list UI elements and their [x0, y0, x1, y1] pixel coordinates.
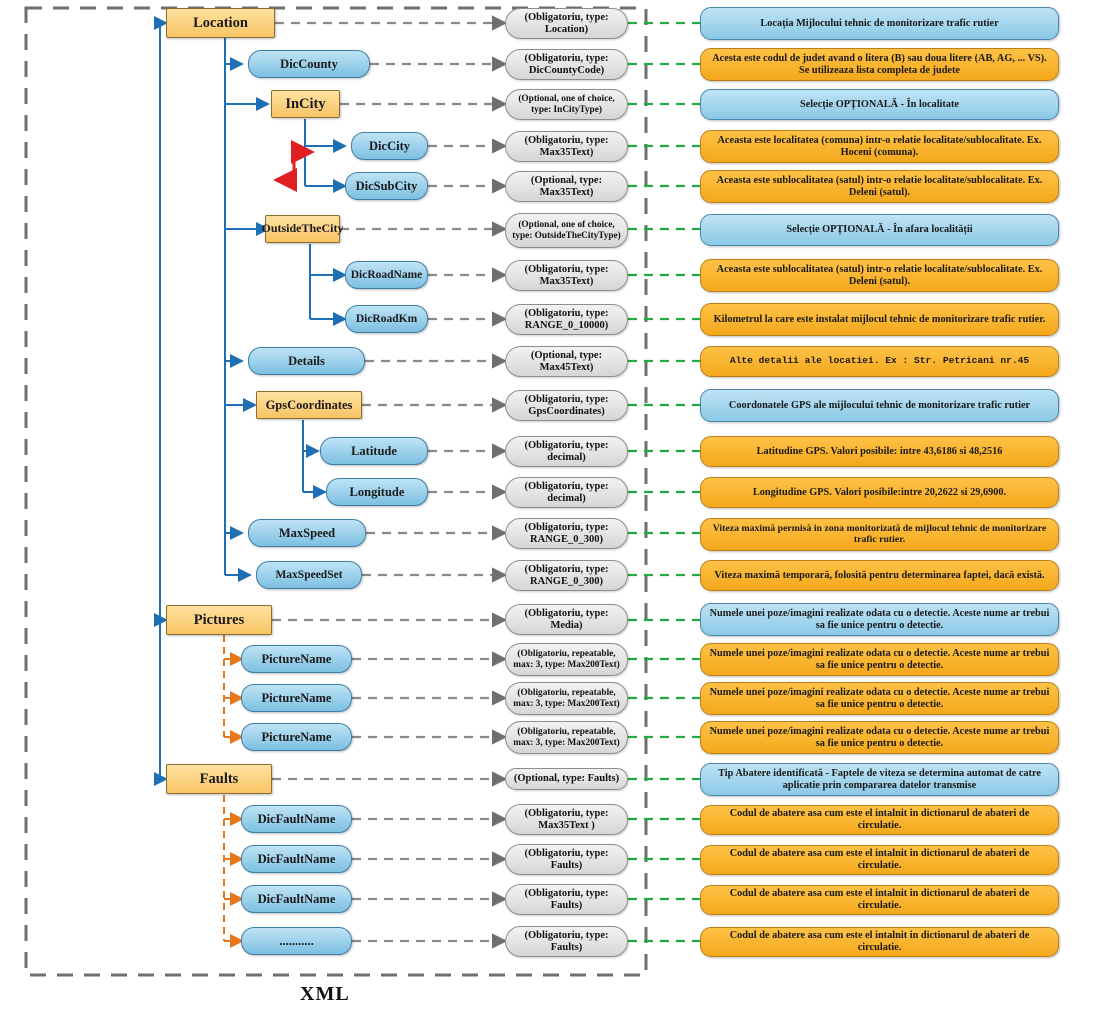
desc-dicroadname: Aceasta este sublocalitatea (satul) intr-o relatie localitate/sublocalitate. Ex. Deleni (satul).: [700, 259, 1059, 292]
desc-details: Alte detalii ale locatiei. Ex : Str. Petricani nr.45: [700, 346, 1059, 377]
type-dicsubcity: (Optional, type: Max35Text): [505, 171, 628, 202]
type-picturename-3: (Obligatoriu, repeatable, max: 3, type: Max200Text): [505, 721, 628, 754]
desc-picturename-3: Numele unei poze/imagini realizate odata cu o detectie. Aceste nume ar trebui sa fie unice pentru o detectie.: [700, 721, 1059, 754]
type-dicroadname: (Obligatoriu, type: Max35Text): [505, 260, 628, 291]
type-gpscoordinates: (Obligatoriu, type: GpsCoordinates): [505, 390, 628, 421]
type-diccounty: (Obligatoriu, type: DicCountyCode): [505, 49, 628, 80]
type-location: (Obligatoriu, type: Location): [505, 8, 628, 39]
node-gpscoordinates[interactable]: GpsCoordinates: [256, 391, 362, 419]
node-incity[interactable]: InCity: [271, 90, 340, 118]
type-dicroadkm: (Obligatoriu, type: RANGE_0_10000): [505, 304, 628, 335]
node-dicfaultname-1[interactable]: DicFaultName: [241, 805, 352, 833]
type-incity: (Optional, one of choice, type: InCityType): [505, 89, 628, 120]
desc-diccity: Aceasta este localitatea (comuna) intr-o relatie localitate/sublocalitate. Ex. Hoceni (comuna).: [700, 130, 1059, 163]
desc-longitude: Longitudine GPS. Valori posibile:intre 20,2622 si 29,6900.: [700, 477, 1059, 508]
node-latitude[interactable]: Latitude: [320, 437, 428, 465]
node-longitude[interactable]: Longitude: [326, 478, 428, 506]
node-faults[interactable]: Faults: [166, 764, 272, 794]
type-maxspeedset: (Obligatoriu, type: RANGE_0_300): [505, 560, 628, 591]
type-details: (Optional, type: Max45Text): [505, 346, 628, 377]
node-pictures[interactable]: Pictures: [166, 605, 272, 635]
node-dicfaultname-2[interactable]: DicFaultName: [241, 845, 352, 873]
node-dicsubcity[interactable]: DicSubCity: [345, 172, 428, 200]
type-dicfaultname-more: (Obligatoriu, type: Faults): [505, 926, 628, 957]
desc-picturename-1: Numele unei poze/imagini realizate odata cu o detectie. Aceste nume ar trebui sa fie unice pentru o detectie.: [700, 643, 1059, 676]
desc-latitude: Latitudine GPS. Valori posibile: intre 43,6186 si 48,2516: [700, 436, 1059, 467]
desc-gpscoordinates: Coordonatele GPS ale mijlocului tehnic de monitorizare trafic rutier: [700, 389, 1059, 422]
desc-dicfaultname-3: Codul de abatere asa cum este el intalnit in dictionarul de abateri de circulatie.: [700, 885, 1059, 915]
type-faults: (Optional, type: Faults): [505, 768, 628, 790]
node-maxspeed[interactable]: MaxSpeed: [248, 519, 366, 547]
desc-location: Locația Mijlocului tehnic de monitorizare trafic rutier: [700, 7, 1059, 40]
node-details[interactable]: Details: [248, 347, 365, 375]
desc-dicsubcity: Aceasta este sublocalitatea (satul) intr-o relatie localitate/sublocalitate. Ex. Deleni (satul).: [700, 170, 1059, 203]
node-picturename-2[interactable]: PictureName: [241, 684, 352, 712]
type-longitude: (Obligatoriu, type: decimal): [505, 477, 628, 508]
node-dicroadkm[interactable]: DicRoadKm: [345, 305, 428, 333]
desc-faults: Tip Abatere identificată - Faptele de viteza se determina automat de catre aplicatie prin compararea datelor transmise: [700, 763, 1059, 796]
type-dicfaultname-3: (Obligatoriu, type: Faults): [505, 884, 628, 915]
xml-caption: XML: [300, 983, 350, 1005]
desc-outsidethecity: Selecție OPȚIONALĂ - În afara localității: [700, 214, 1059, 246]
desc-incity: Selecție OPȚIONALĂ - În localitate: [700, 89, 1059, 120]
type-diccity: (Obligatoriu, type: Max35Text): [505, 131, 628, 162]
desc-pictures: Numele unei poze/imagini realizate odata cu o detectie. Aceste nume ar trebui sa fie unice pentru o detectie.: [700, 603, 1059, 636]
type-maxspeed: (Obligatoriu, type: RANGE_0_300): [505, 518, 628, 549]
type-dicfaultname-1: (Obligatoriu, type: Max35Text ): [505, 804, 628, 835]
desc-maxspeed: Viteza maximă permisă in zona monitorizată de mijlocul tehnic de monitorizare trafic rutier.: [700, 518, 1059, 551]
node-maxspeedset[interactable]: MaxSpeedSet: [256, 561, 362, 589]
desc-picturename-2: Numele unei poze/imagini realizate odata cu o detectie. Aceste nume ar trebui sa fie unice pentru o detectie.: [700, 682, 1059, 715]
type-picturename-2: (Obligatoriu, repeatable, max: 3, type: Max200Text): [505, 682, 628, 715]
desc-dicfaultname-1: Codul de abatere asa cum este el intalnit in dictionarul de abateri de circulatie.: [700, 805, 1059, 835]
node-location[interactable]: Location: [166, 8, 275, 38]
node-picturename-3[interactable]: PictureName: [241, 723, 352, 751]
node-dicroadname[interactable]: DicRoadName: [345, 261, 428, 289]
desc-dicfaultname-2: Codul de abatere asa cum este el intalnit in dictionarul de abateri de circulatie.: [700, 845, 1059, 875]
node-dicfaultname-more[interactable]: ...........: [241, 927, 352, 955]
node-dicfaultname-3[interactable]: DicFaultName: [241, 885, 352, 913]
desc-dicroadkm: Kilometrul la care este instalat mijlocul tehnic de monitorizare trafic rutier.: [700, 303, 1059, 336]
type-dicfaultname-2: (Obligatoriu, type: Faults): [505, 844, 628, 875]
desc-dicfaultname-more: Codul de abatere asa cum este el intalnit in dictionarul de abateri de circulatie.: [700, 927, 1059, 957]
type-latitude: (Obligatoriu, type: decimal): [505, 436, 628, 467]
type-pictures: (Obligatoriu, type: Media): [505, 604, 628, 635]
type-outsidethecity: (Optional, one of choice, type: OutsideTheCityType): [505, 213, 628, 248]
node-outsidethecity[interactable]: OutsideTheCity: [265, 215, 340, 243]
node-diccounty[interactable]: DicCounty: [248, 50, 370, 78]
desc-maxspeedset: Viteza maximă temporară, folosită pentru determinarea faptei, dacă există.: [700, 560, 1059, 591]
node-picturename-1[interactable]: PictureName: [241, 645, 352, 673]
type-picturename-1: (Obligatoriu, repeatable, max: 3, type: Max200Text): [505, 643, 628, 676]
desc-diccounty: Acesta este codul de judet avand o litera (B) sau doua litere (AB, AG, ... VS). Se utilizeaza lista completa de judete: [700, 48, 1059, 81]
node-diccity[interactable]: DicCity: [351, 132, 428, 160]
